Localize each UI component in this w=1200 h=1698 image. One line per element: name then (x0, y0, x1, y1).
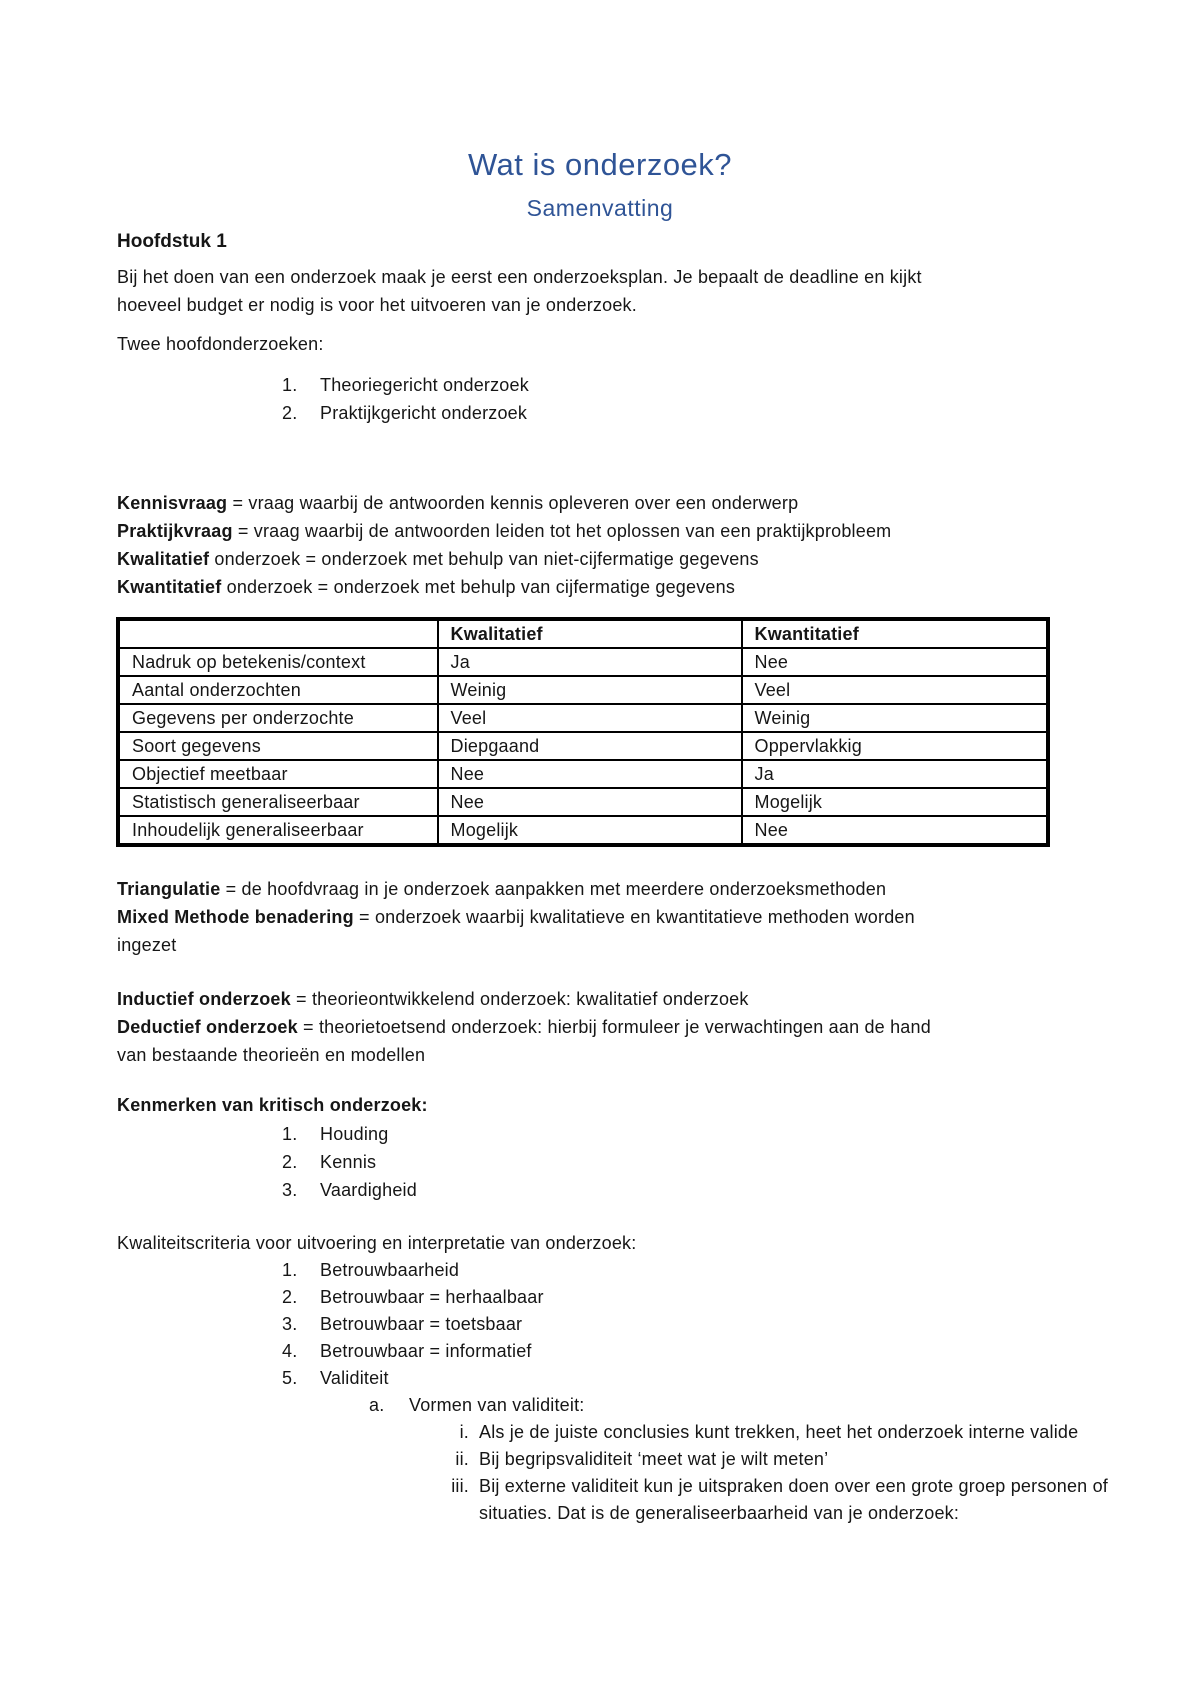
list-item-text: Kennis (320, 1152, 377, 1172)
definition-term: Kennisvraag (117, 493, 228, 513)
kenmerken-label: Kenmerken van kritisch onderzoek: (117, 1095, 428, 1115)
list-item-text: Validiteit (320, 1368, 389, 1388)
list-number: 3. (282, 1180, 298, 1200)
list-item-line: situaties. Dat is de generaliseerbaarheid van je onderzoek: (479, 1503, 960, 1523)
sub-sub-list-item (117, 1419, 1100, 1446)
table-cell: Weinig (438, 676, 742, 704)
definition-term: Deductief onderzoek (117, 1017, 298, 1037)
table-row-label: Gegevens per onderzochte (119, 704, 438, 732)
list-item (117, 371, 1100, 399)
definition-text: onderzoek = onderzoek met behulp van niet-cijfermatige gegevens (209, 549, 759, 569)
definition-term: Kwalitatief (117, 549, 210, 569)
list-item-text: Betrouwbaar = informatief (320, 1341, 532, 1361)
list-number: 5. (282, 1368, 298, 1388)
table-row-label: Aantal onderzochten (119, 676, 438, 704)
definition-text: = theorietoetsend onderzoek: hierbij formuleer je verwachtingen aan de hand (297, 1017, 931, 1037)
table-row-label: Objectief meetbaar (119, 760, 438, 788)
mixed-methode-block (117, 903, 1100, 959)
definition-line (117, 573, 1100, 601)
list-number: 4. (282, 1341, 298, 1361)
list-item (117, 1176, 1100, 1204)
sub-sub-list-item (117, 1473, 1108, 1527)
list-item-text: Betrouwbaarheid (320, 1260, 460, 1280)
table-header-cell (119, 620, 438, 649)
definition-line: van bestaande theorieën en modellen (117, 1045, 426, 1065)
document-title: Wat is onderzoek? (467, 147, 733, 182)
list-roman-numeral: iii. (451, 1476, 469, 1496)
document-subtitle: Samenvatting (526, 195, 674, 221)
list-item-text: Als je de juiste conclusies kunt trekken, heet het onderzoek interne valide (479, 1422, 1079, 1442)
list-item (117, 1338, 1100, 1365)
list-number: 3. (282, 1314, 298, 1334)
chapter-heading: Hoofdstuk 1 (117, 231, 227, 252)
table-row (119, 760, 1048, 788)
definition-term: Triangulatie (117, 879, 221, 899)
list-number: 1. (282, 1260, 298, 1280)
table-row (119, 704, 1048, 732)
table-cell: Nee (438, 760, 742, 788)
triangulatie-line (117, 875, 1100, 903)
definition-line (117, 1013, 1100, 1041)
definition-line (117, 489, 1100, 517)
kwaliteitscriteria-section (117, 1230, 1108, 1527)
list-item-text: Betrouwbaar = toetsbaar (320, 1314, 523, 1334)
table-cell: Veel (438, 704, 742, 732)
list-item (117, 1120, 1100, 1148)
list-item (117, 1365, 1100, 1392)
definition-text: = de hoofdvraag in je onderzoek aanpakken met meerdere onderzoeksmethoden (220, 879, 887, 899)
deductief-block (117, 1013, 1100, 1069)
table-cell: Nee (742, 648, 1048, 676)
definition-text: onderzoek = onderzoek met behulp van cijfermatige gegevens (221, 577, 736, 597)
list-item-text: Vormen van validiteit: (409, 1395, 585, 1415)
list-item-line: Bij externe validiteit kun je uitspraken doen over een grote groep personen of (479, 1476, 1108, 1496)
table-header-cell: Kwalitatief (438, 620, 742, 649)
table-row-label: Soort gegevens (119, 732, 438, 760)
table-row (119, 648, 1048, 676)
list-number: 2. (282, 403, 298, 423)
definition-line (117, 545, 1100, 573)
definition-text: = onderzoek waarbij kwalitatieve en kwantitatieve methoden worden (353, 907, 915, 927)
intro-line: Bij het doen van een onderzoek maak je eerst een onderzoeksplan. Je bepaalt de deadline en kijkt (117, 267, 922, 287)
definition-line (117, 903, 1100, 931)
sub-sub-list-item (117, 1446, 1100, 1473)
table-row-label: Nadruk op betekenis/context (119, 648, 438, 676)
table-cell: Mogelijk (438, 816, 742, 845)
definition-line: ingezet (117, 935, 177, 955)
table-cell: Weinig (742, 704, 1048, 732)
list-item-text: Vaardigheid (320, 1180, 417, 1200)
definition-text: = theorieontwikkelend onderzoek: kwalitatief onderzoek (290, 989, 749, 1009)
list-letter: a. (369, 1395, 385, 1415)
table-row (119, 788, 1048, 816)
inductief-line (117, 985, 1100, 1013)
list-item-text (479, 1473, 1108, 1527)
table-header-cell: Kwantitatief (742, 620, 1048, 649)
table-row (119, 732, 1048, 760)
table-cell: Ja (438, 648, 742, 676)
comparison-table (117, 618, 1049, 846)
list-roman-numeral: ii. (455, 1449, 469, 1469)
table-row-label: Statistisch generaliseerbaar (119, 788, 438, 816)
definition-term: Inductief onderzoek (117, 989, 291, 1009)
list-number: 1. (282, 1124, 298, 1144)
table-cell: Nee (742, 816, 1048, 845)
definition-text: = vraag waarbij de antwoorden kennis opleveren over een onderwerp (227, 493, 799, 513)
definitions-block (117, 489, 1100, 601)
definition-term: Praktijkvraag (117, 521, 233, 541)
list-number: 1. (282, 375, 298, 395)
list-roman-numeral: i. (459, 1422, 469, 1442)
table-cell: Oppervlakkig (742, 732, 1048, 760)
table-header-row (119, 620, 1048, 649)
definition-term: Kwantitatief (117, 577, 222, 597)
table-row-label: Inhoudelijk generaliseerbaar (119, 816, 438, 845)
definition-term: Mixed Methode benadering (117, 907, 354, 927)
sub-list-item (117, 1392, 1100, 1419)
list-item-text: Betrouwbaar = herhaalbaar (320, 1287, 544, 1307)
table-cell: Veel (742, 676, 1048, 704)
intro-line: hoeveel budget er nodig is voor het uitvoeren van je onderzoek. (117, 295, 637, 315)
table-row (119, 816, 1048, 845)
intro-paragraph (117, 263, 1100, 319)
table-cell: Mogelijk (742, 788, 1048, 816)
list-item (117, 1257, 1100, 1284)
list-item-text: Theoriegericht onderzoek (320, 375, 529, 395)
definition-text: = vraag waarbij de antwoorden leiden tot het oplossen van een praktijkprobleem (232, 521, 892, 541)
list-item (117, 1148, 1100, 1176)
kwaliteitscriteria-label: Kwaliteitscriteria voor uitvoering en interpretatie van onderzoek: (117, 1233, 637, 1253)
hoofdonderzoeken-label: Twee hoofdonderzoeken: (117, 334, 324, 354)
list-item-text: Bij begripsvaliditeit ‘meet wat je wilt meten’ (479, 1449, 829, 1469)
list-number: 2. (282, 1287, 298, 1307)
list-item (117, 399, 1100, 427)
list-item-text: Praktijkgericht onderzoek (320, 403, 528, 423)
hoofdonderzoeken-list (117, 371, 1100, 427)
table-cell: Nee (438, 788, 742, 816)
list-number: 2. (282, 1152, 298, 1172)
table-row (119, 676, 1048, 704)
list-item (117, 1311, 1100, 1338)
table-cell: Diepgaand (438, 732, 742, 760)
list-item (117, 1284, 1100, 1311)
definition-line (117, 517, 1100, 545)
kenmerken-section (117, 1091, 1100, 1204)
table-cell: Ja (742, 760, 1048, 788)
list-item-text: Houding (320, 1124, 389, 1144)
